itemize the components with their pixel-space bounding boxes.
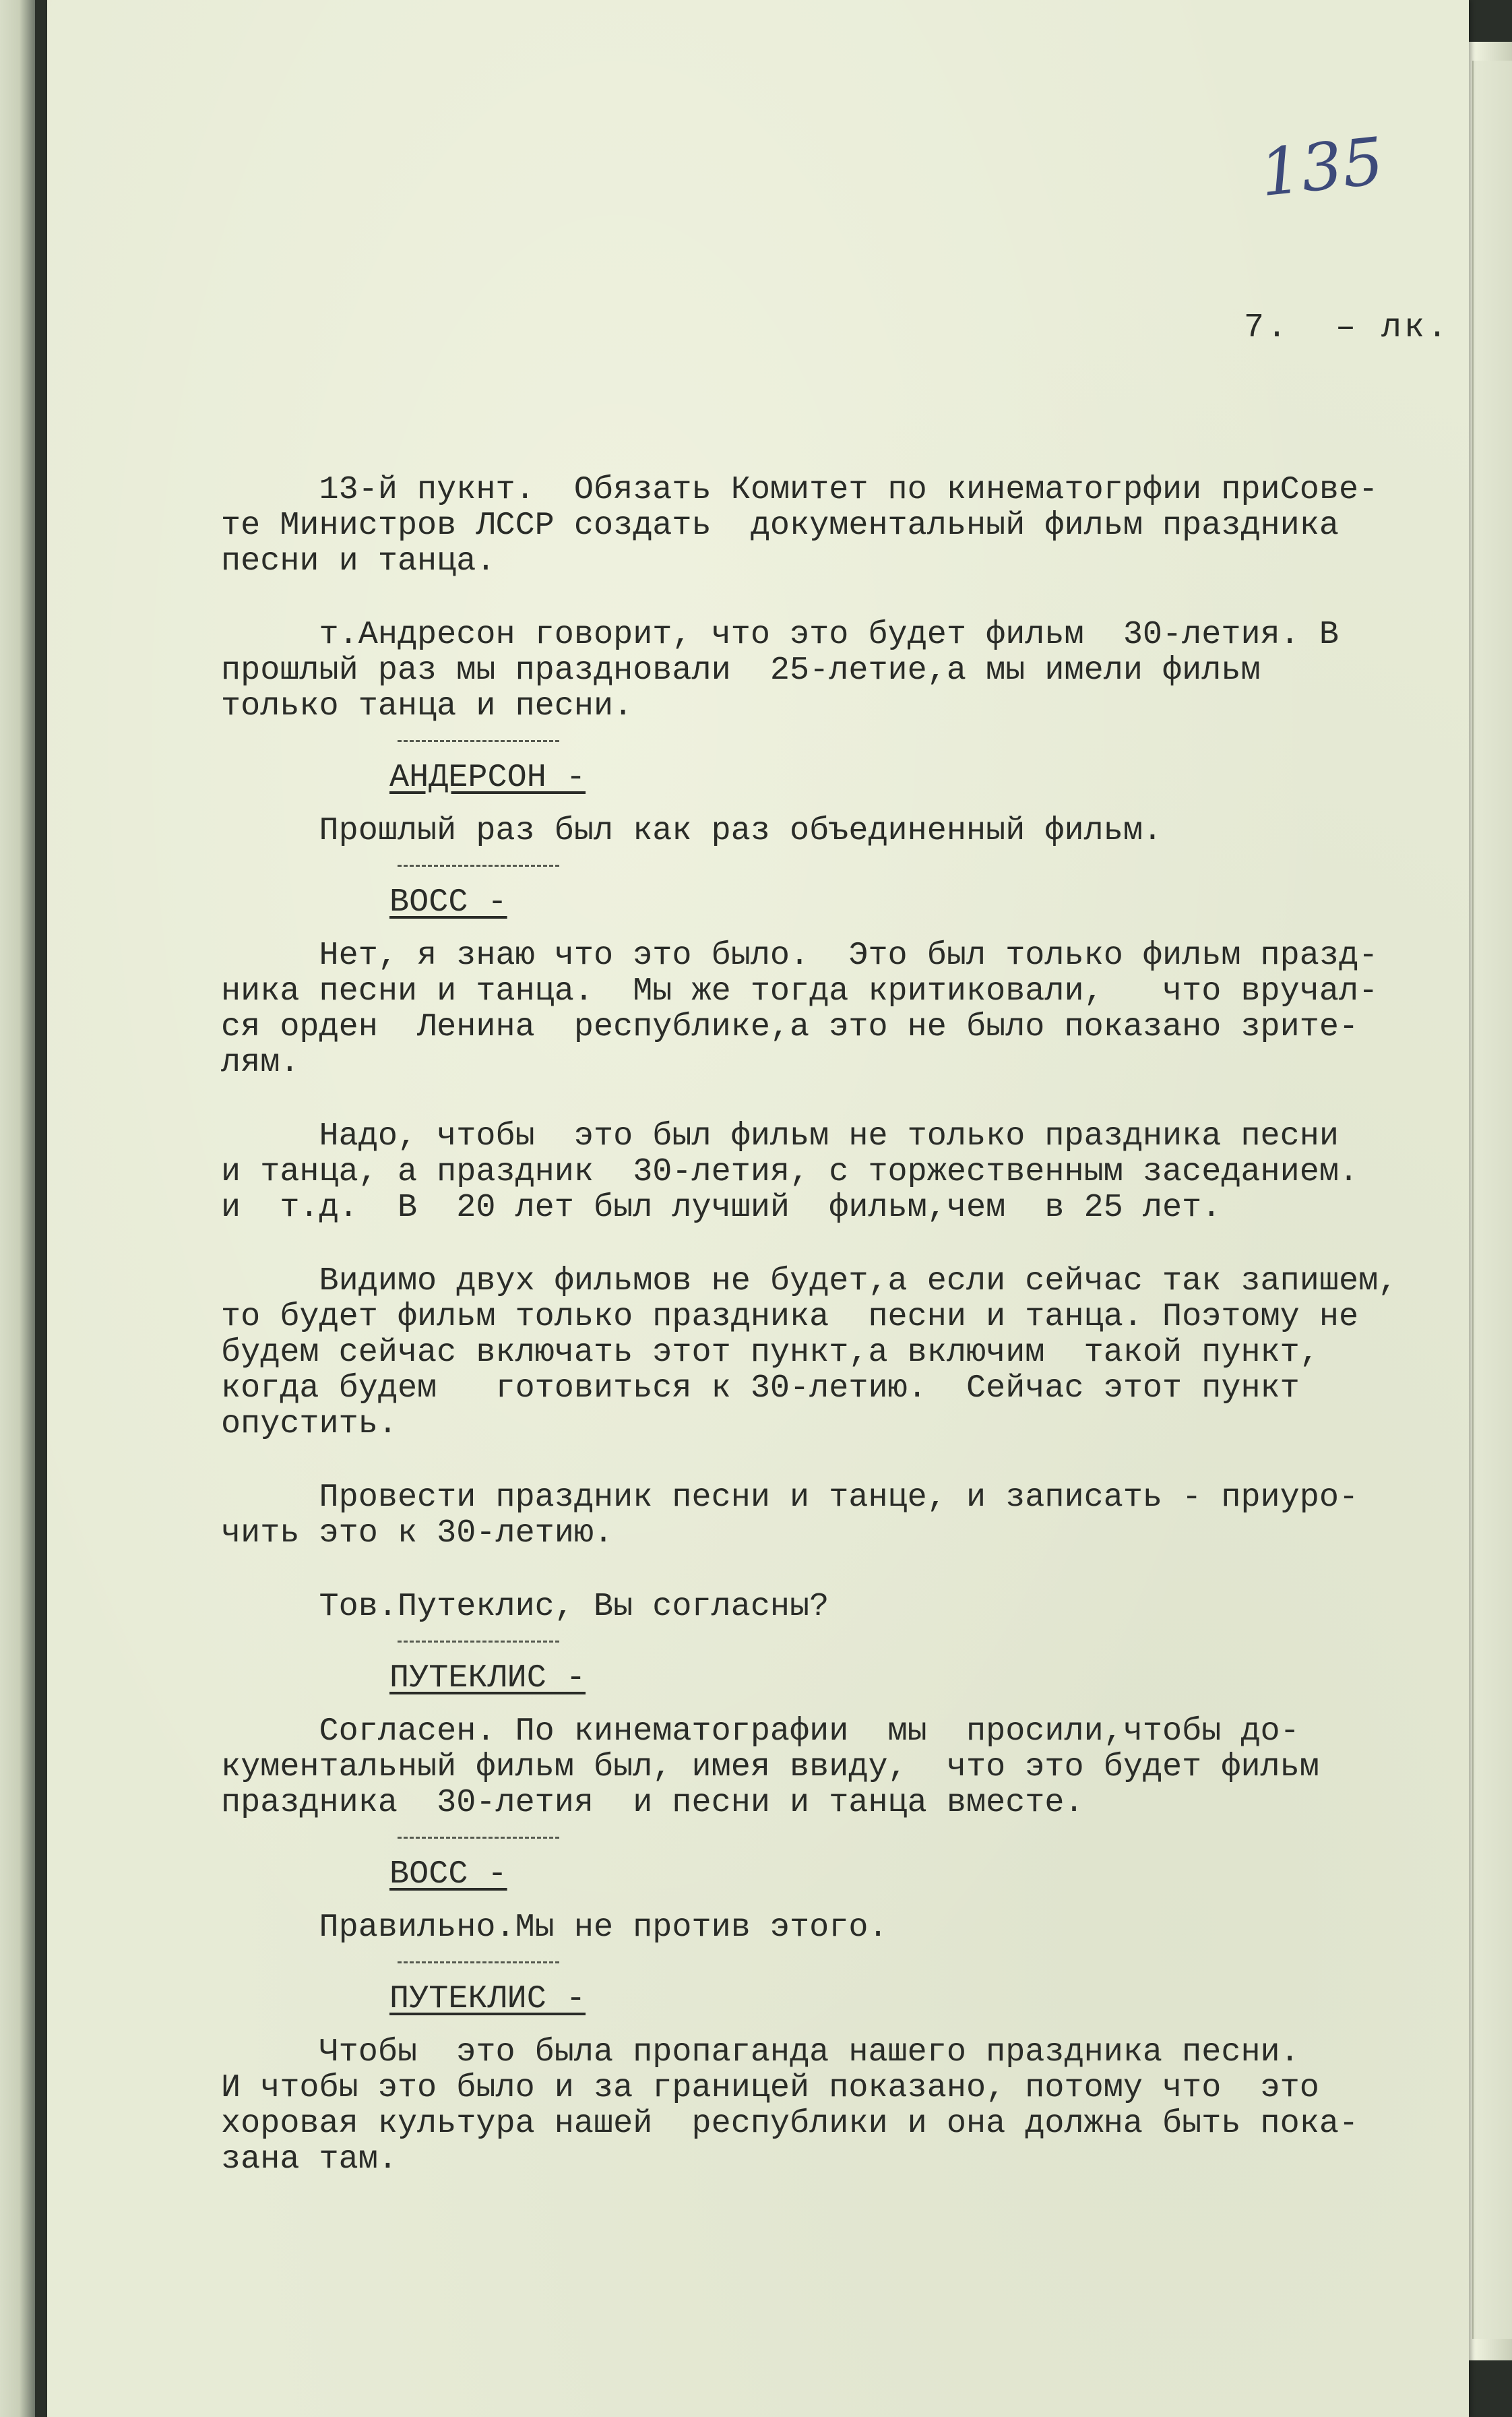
folio-number: 135 bbox=[1256, 123, 1387, 212]
text-line: Нет, я знаю что это было. Это был только фильм празд- bbox=[221, 937, 1379, 974]
spacer bbox=[221, 2017, 1512, 2034]
text-line: зана там. bbox=[221, 2141, 398, 2178]
spacer bbox=[221, 795, 1512, 813]
text-line: т.Андресон говорит, что это будет фильм 30-летия. В bbox=[221, 616, 1339, 653]
text-line: то будет фильм только праздника песни и танца. Поэтому не bbox=[221, 1298, 1359, 1335]
text-line: И чтобы это было и за границей показано, потому что это bbox=[221, 2069, 1319, 2106]
text-line: Согласен. По кинематографии мы просили,чтобы до- bbox=[221, 1713, 1300, 1750]
text-line: те Министров ЛССР создать документальный фильм праздника bbox=[221, 507, 1339, 544]
dashed-separator bbox=[398, 1624, 559, 1643]
spacer bbox=[221, 920, 1512, 938]
text-line: чить это к 30-летию. bbox=[221, 1515, 614, 1552]
dashed-separator bbox=[398, 724, 559, 742]
speaker-label: ВОСС - bbox=[389, 884, 507, 921]
text-line: только танца и песни. bbox=[221, 687, 633, 725]
document-page bbox=[47, 0, 1469, 2417]
speaker-label: ПУТЕКЛИС - bbox=[389, 1659, 586, 1696]
text-line: и танца, а праздник 30-летия, с торжественным заседанием. bbox=[221, 1153, 1359, 1190]
text-line: опустить. bbox=[221, 1405, 398, 1442]
text-line: когда будем готовиться к 30-летию. Сейчас этот пункт bbox=[221, 1370, 1300, 1407]
text-line: праздника 30-летия и песни и танца вместе. bbox=[221, 1784, 1084, 1821]
text-line: Чтобы это была пропаганда нашего праздника песни. bbox=[221, 2033, 1300, 2071]
text-line: ника песни и танца. Мы же тогда критиковали, что вручал- bbox=[221, 973, 1379, 1010]
spacer bbox=[221, 867, 1512, 884]
text-line: ся орден Ленина республике,а это не было показано зрите- bbox=[221, 1008, 1359, 1045]
document-body bbox=[221, 472, 1512, 2177]
text-line: лям. bbox=[221, 1044, 300, 1081]
speaker-label: АНДЕРСОН - bbox=[389, 759, 586, 796]
spacer bbox=[221, 1551, 1512, 1589]
page-number: 7. – лк. bbox=[1244, 309, 1451, 347]
text-line: Провести праздник песни и танце, и записать - приуро- bbox=[221, 1479, 1359, 1516]
spacer bbox=[221, 1839, 1512, 1856]
spacer bbox=[221, 1892, 1512, 1909]
text-line: и т.д. В 20 лет был лучший фильм,чем в 25 лет. bbox=[221, 1189, 1222, 1226]
dashed-separator bbox=[398, 1945, 559, 1963]
text-line: Правильно.Мы не против этого. bbox=[221, 1909, 888, 1946]
text-line: Видимо двух фильмов не будет,а если сейчас так запишем, bbox=[221, 1262, 1398, 1299]
spacer bbox=[221, 1225, 1512, 1263]
text-line: будем сейчас включать этот пункт,а включим такой пункт, bbox=[221, 1334, 1319, 1371]
binder-edge bbox=[0, 0, 35, 2417]
spacer bbox=[221, 1643, 1512, 1660]
text-line: 13-й пукнт. Обязать Комитет по кинематогрфии приСове- bbox=[221, 471, 1379, 508]
dashed-separator bbox=[398, 1821, 559, 1839]
dashed-separator bbox=[398, 849, 559, 867]
spacer bbox=[221, 579, 1512, 617]
text-line: хоровая культура нашей республики и она должна быть пока- bbox=[221, 2105, 1359, 2142]
speaker-label: ПУТЕКЛИС - bbox=[389, 1980, 586, 2017]
spacer bbox=[221, 1442, 1512, 1479]
text-line: Надо, чтобы это был фильм не только праздника песни bbox=[221, 1118, 1339, 1155]
spacer bbox=[221, 1963, 1512, 1981]
text-line: Тов.Путеклис, Вы согласны? bbox=[221, 1588, 829, 1625]
text-line: прошлый раз мы праздновали 25-летие,а мы имели фильм bbox=[221, 652, 1261, 689]
spacer bbox=[221, 742, 1512, 760]
speaker-label: ВОСС - bbox=[389, 1856, 507, 1893]
spacer bbox=[221, 1080, 1512, 1118]
text-line: песни и танца. bbox=[221, 543, 496, 580]
text-line: Прошлый раз был как раз объединенный фильм. bbox=[221, 812, 1163, 849]
text-line: кументальный фильм был, имея ввиду, что это будет фильм bbox=[221, 1748, 1319, 1785]
spacer bbox=[221, 1696, 1512, 1713]
